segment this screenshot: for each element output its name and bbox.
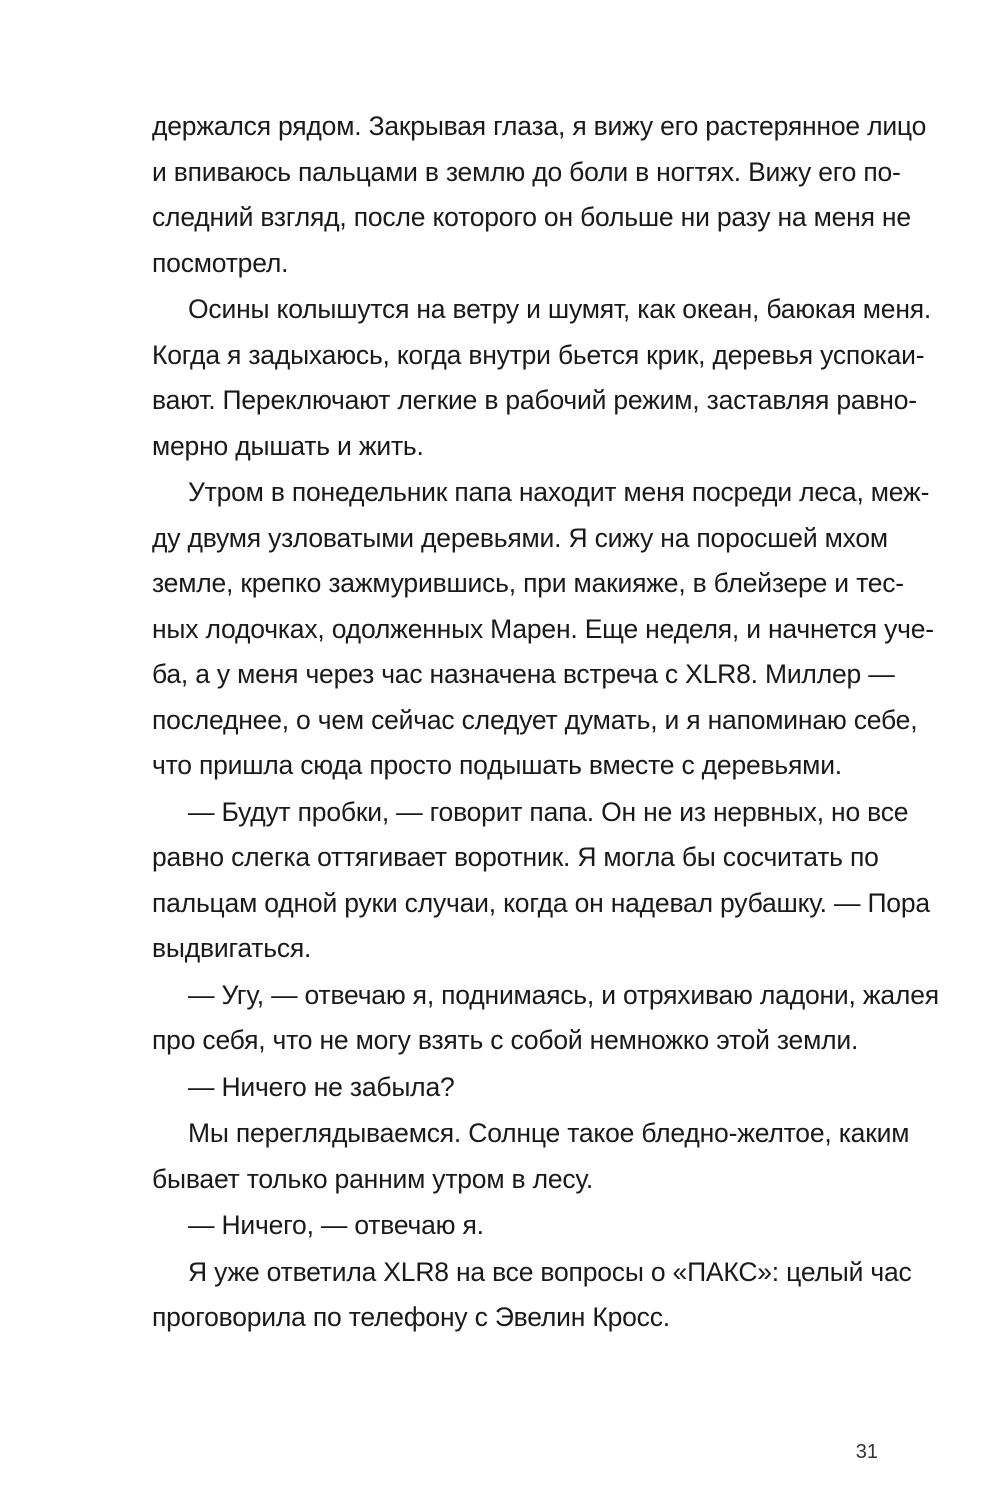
paragraph-3 [152, 470, 934, 789]
text-line: и впиваюсь пальцами в землю до боли в ногтях. Вижу его по- [152, 156, 901, 187]
text-line: ба, а у меня через час назначена встреча с XLR8. Миллер — [152, 659, 895, 689]
paragraph-8 [152, 1203, 875, 1249]
text-line: последнее, о чем сейчас следует думать, и я напоминаю себе, [152, 704, 918, 735]
text-line: Осины колышутся на ветру и шумят, как океан, баюкая меня. [188, 294, 932, 324]
paragraph-5 [152, 973, 939, 1064]
text-line: — Угу, — отвечаю я, поднимаясь, и отряхиваю ладони, жалея [188, 979, 939, 1010]
page-number: 31 [855, 1441, 878, 1463]
text-line: равно слегка оттягивает воротник. Я могла бы сосчитать по [152, 842, 879, 872]
paragraph-4 [152, 790, 930, 972]
paragraph-7 [152, 1111, 910, 1202]
text-line: держался рядом. Закрывая глаза, я вижу его растерянное лицо [152, 111, 927, 141]
paragraph-1 [152, 104, 927, 286]
text-line: выдвигаться. [152, 933, 312, 963]
text-line: ду двумя узловатыми деревьями. Я сижу на поросшей мхом [152, 522, 888, 553]
text-line: следний взгляд, после которого он больше ни разу на меня не [152, 202, 911, 232]
text-line: — Ничего не забыла? [188, 1071, 455, 1102]
text-line: — Будут пробки, — говорит папа. Он не из нервных, но все [188, 796, 909, 827]
text-line: пальцам одной руки случаи, когда он надевал рубашку. — Пора [152, 887, 930, 918]
text-line: про себя, что не могу взять с собой немножко этой земли. [152, 1025, 859, 1055]
text-line: — Ничего, — отвечаю я. [188, 1210, 484, 1240]
text-line: Мы переглядываемся. Солнце такое бледно-желтое, каким [188, 1118, 910, 1148]
text-line: Когда я задыхаюсь, когда внутри бьется крик, деревья успокаи- [152, 339, 925, 370]
text-line: мерно дышать и жить. [152, 430, 424, 461]
text-line: ных лодочках, одолженных Марен. Еще неделя, и начнется уче- [152, 613, 934, 644]
paragraph-2 [152, 287, 932, 469]
text-line: Я уже ответила XLR8 на все вопросы о «ПАКС»: целый час [188, 1256, 912, 1287]
text-line: Утром в понедельник папа находит меня посреди леса, меж- [188, 477, 930, 507]
paragraph-6 [152, 1065, 875, 1111]
body-text [152, 104, 939, 1341]
text-line: что пришла сюда просто подышать вместе с деревьями. [152, 750, 842, 780]
text-line: проговорила по телефону с Эвелин Кросс. [152, 1302, 670, 1332]
paragraph-9 [152, 1250, 912, 1341]
text-line: вают. Переключают легкие в рабочий режим, заставляя равно- [152, 385, 917, 415]
text-line: посмотрел. [152, 247, 289, 278]
text-line: бывает только ранним утром в лесу. [152, 1163, 593, 1194]
text-line: земле, крепко зажмурившись, при макияже, в блейзере и тес- [152, 568, 904, 598]
